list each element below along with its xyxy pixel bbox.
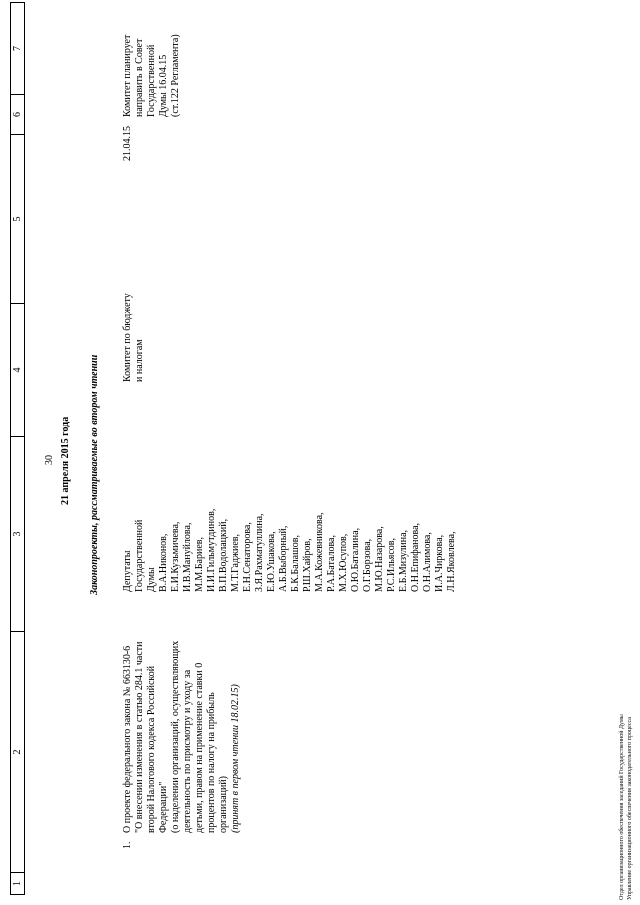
author-line: Е.Н.Сенаторова, [242,522,253,592]
author-line: Е.Б.Мизулина, [398,529,409,592]
author-line: Р.Ш.Хайров, [302,538,313,592]
bill-line: второй Налогового кодекса Российской [146,665,157,833]
item-note [122,2,182,117]
author-line: М.Т.Гаджиев, [230,534,241,592]
author-line: З.Я.Рахматуллина, [254,513,265,592]
author-line: Думы [146,567,157,592]
footer-directorate: Управление организационного обеспечения законодательного процесса [627,717,633,900]
author-line: О.Н.Алимова, [422,532,433,592]
author-line: Е.И.Кузьмичева, [170,521,181,592]
author-line: В.П.Водолацкий, [218,518,229,592]
header-col-7: 7 [11,46,23,51]
author-line: М.А.Кожевникова, [314,512,325,592]
author-line: В.А.Никонов, [158,533,169,592]
header-col-1: 1 [11,872,24,894]
author-line: М.М.Бариев, [194,537,205,592]
page-number: 30 [44,455,55,465]
author-line: И.А.Чиркова, [434,534,445,592]
author-line: Л.Н.Яковлева, [446,531,457,592]
author-line: М.Ю.Назарова, [374,526,385,592]
bill-description [122,603,242,833]
note-line: (ст.122 Регламента) [170,34,181,117]
bill-line: деятельность по присмотру и уходу за [182,669,193,833]
author-line: Б.К.Балашов, [290,534,301,592]
committee-line: Комитет по бюджету [122,293,133,382]
bill-line: "О внесении изменения в статью 284.1 части [134,641,145,833]
author-line: Депутаты [122,550,133,592]
note-line: Комитет планирует [122,34,133,117]
bill-line: процентов по налогу на прибыль [206,692,217,833]
author-line: Р.С.Ильясов, [386,537,397,592]
author-line: О.Г.Борзова, [362,538,373,592]
note-line: Государственной [146,44,157,117]
committee-line: и налогам [134,339,145,382]
author-line: И.В.Мануйлова, [182,522,193,592]
author-line: М.Х.Юсупов, [338,533,349,592]
note-line: направить в Совет [134,38,145,117]
header-col-2: 2 [11,631,24,872]
author-line: Государственной [134,519,145,592]
bill-accepted-note: (принят в первом чтении 18.02.15) [230,684,241,833]
column-number-header [10,2,25,895]
author-line: Р.А.Баталова, [326,535,337,592]
header-col-4: 4 [11,303,24,436]
bill-line: Федерации" [158,781,169,833]
section-title: Законопроекты, рассматриваемые во втором чтении [89,354,100,595]
header-col-6: 6 [11,94,24,134]
date-title: 21 апреля 2015 года [60,416,71,505]
header-col-5: 5 [11,134,24,303]
bill-line: детьми, правом на применение ставки 0 [194,662,205,833]
bill-line: организаций) [218,775,229,833]
author-line: Е.Ю.Ушакова, [266,531,277,592]
bill-line: О проекте федерального закона № 663130-6 [122,645,133,833]
author-line: О.Н.Епифанова, [410,522,421,592]
author-line: О.Ю.Баталина, [350,527,361,592]
item-number: 1. [122,841,133,849]
footer-department: Отдел организационного обеспечения заседаний Государственной Думы [619,714,625,900]
author-line: А.Б.Выборный, [278,525,289,592]
author-line: И.И.Гильмутдинов, [206,508,217,592]
bill-authors [122,452,458,592]
bill-line: (о наделении организаций, осуществляющих [170,640,181,833]
item-date: 21.04.15 [122,126,133,161]
header-col-3: 3 [11,436,24,631]
responsible-committee [122,222,146,382]
note-line: Думы 16.04.15 [158,54,169,117]
